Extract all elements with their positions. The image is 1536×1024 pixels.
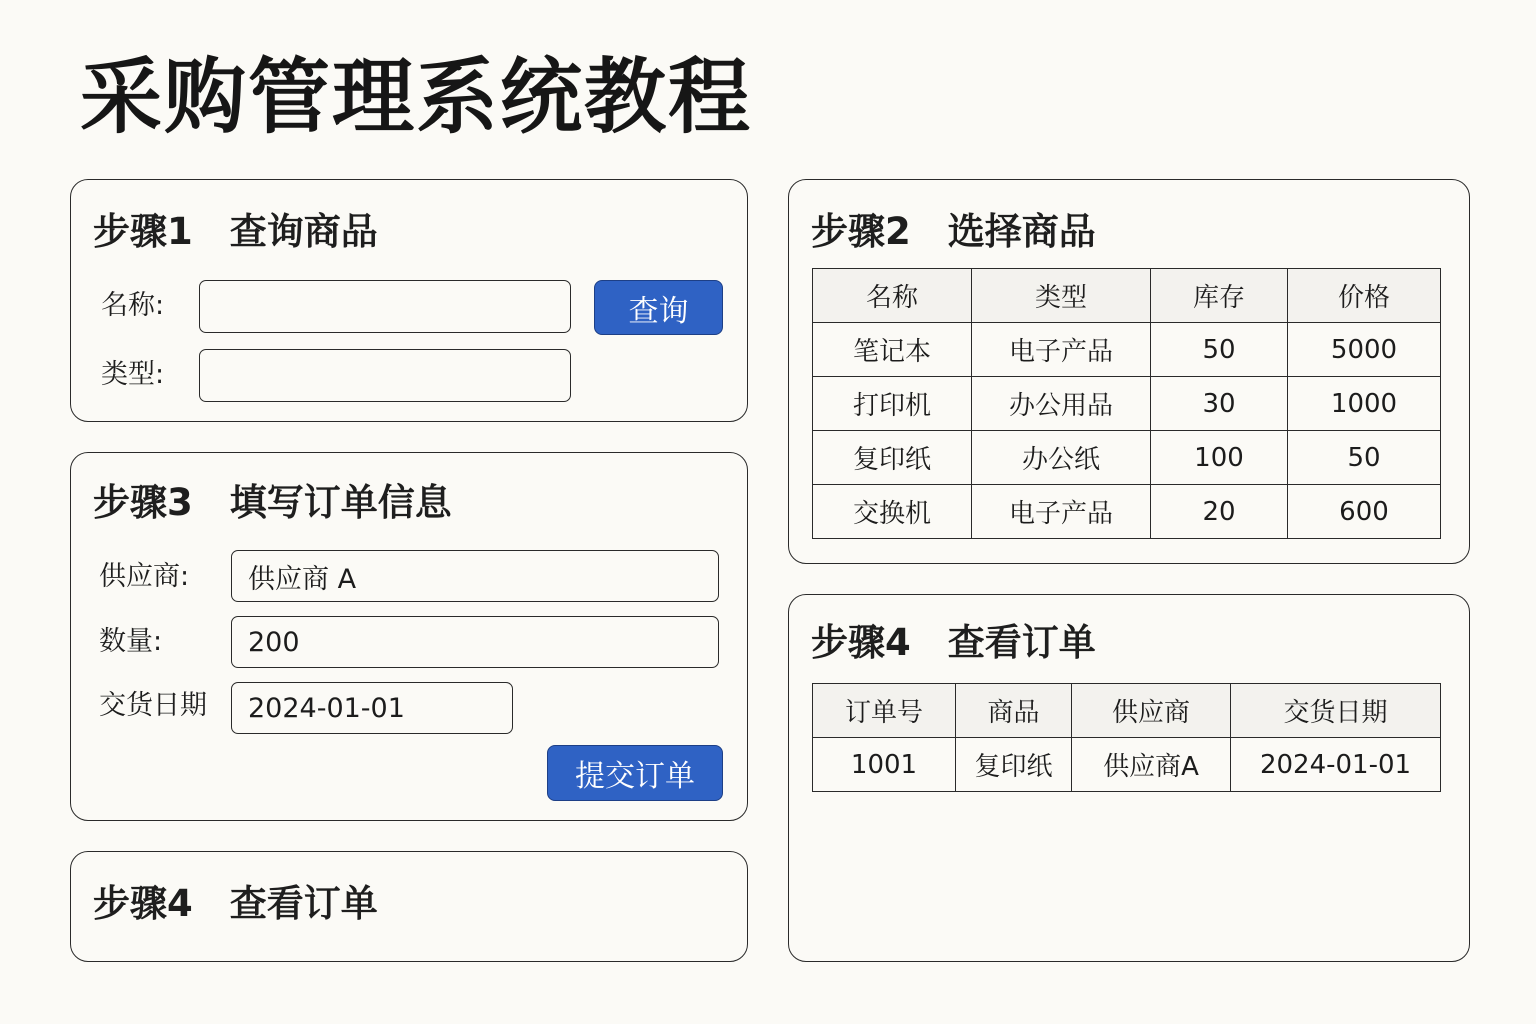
product-header-price: 价格 (1288, 269, 1441, 323)
table-cell: 2024-01-01 (1231, 738, 1441, 792)
table-cell: 办公用品 (972, 377, 1151, 431)
name-input[interactable] (199, 280, 571, 333)
step1-title: 步骤1 查询商品 (93, 210, 378, 253)
table-cell: 50 (1151, 323, 1288, 377)
table-row[interactable] (813, 377, 1441, 431)
table-cell: 办公纸 (972, 431, 1151, 485)
type-input[interactable] (199, 349, 571, 402)
table-cell: 1001 (813, 738, 956, 792)
table-cell: 笔记本 (813, 323, 972, 377)
page-title: 采购管理系统教程 (80, 50, 753, 145)
table-row[interactable] (813, 738, 1441, 792)
submit-order-button[interactable]: 提交订单 (547, 745, 723, 801)
table-cell: 复印纸 (956, 738, 1072, 792)
step2-title: 步骤2 选择商品 (811, 210, 1096, 253)
table-cell: 供应商A (1072, 738, 1231, 792)
product-header-name: 名称 (813, 269, 972, 323)
step2-card (788, 179, 1470, 564)
step3-card (70, 452, 748, 821)
step4-left-card (70, 851, 748, 962)
table-cell: 电子产品 (972, 323, 1151, 377)
product-table (812, 268, 1441, 539)
step1-card (70, 179, 748, 422)
table-row[interactable] (813, 485, 1441, 539)
product-header-stock: 库存 (1151, 269, 1288, 323)
order-header-product: 商品 (956, 684, 1072, 738)
name-label: 名称: (101, 290, 165, 321)
table-row[interactable] (813, 323, 1441, 377)
supplier-input[interactable] (231, 550, 719, 602)
step4-right-card (788, 594, 1470, 962)
step4-right-title: 步骤4 查看订单 (811, 621, 1096, 664)
table-cell: 20 (1151, 485, 1288, 539)
table-cell: 电子产品 (972, 485, 1151, 539)
product-header-type: 类型 (972, 269, 1151, 323)
order-header-date: 交货日期 (1231, 684, 1441, 738)
table-cell: 5000 (1288, 323, 1441, 377)
delivery-date-label: 交货日期 (99, 690, 207, 721)
order-header-id: 订单号 (813, 684, 956, 738)
query-button[interactable]: 查询 (594, 280, 723, 335)
order-header-supplier: 供应商 (1072, 684, 1231, 738)
delivery-date-input[interactable] (231, 682, 513, 734)
quantity-label: 数量: (99, 626, 163, 657)
table-cell: 打印机 (813, 377, 972, 431)
table-cell: 600 (1288, 485, 1441, 539)
table-cell: 交换机 (813, 485, 972, 539)
table-cell: 30 (1151, 377, 1288, 431)
step3-title: 步骤3 填写订单信息 (93, 481, 452, 524)
table-cell: 复印纸 (813, 431, 972, 485)
table-row[interactable] (813, 431, 1441, 485)
table-cell: 100 (1151, 431, 1288, 485)
quantity-input[interactable] (231, 616, 719, 668)
order-table (812, 683, 1441, 792)
supplier-label: 供应商: (99, 561, 190, 592)
step4-left-title: 步骤4 查看订单 (93, 882, 378, 925)
table-cell: 1000 (1288, 377, 1441, 431)
table-cell: 50 (1288, 431, 1441, 485)
type-label: 类型: (101, 359, 165, 390)
